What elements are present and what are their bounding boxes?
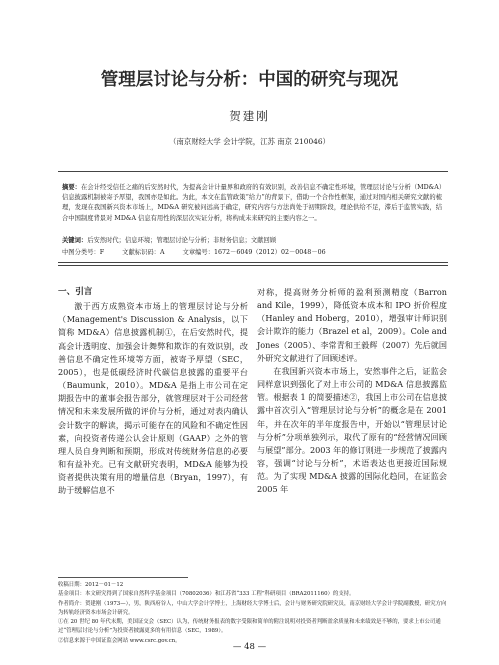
keywords-label: 关键词： <box>62 237 88 244</box>
left-column <box>58 286 248 498</box>
abstract-top-rule <box>58 171 448 172</box>
clc-number: 中图分类号：F <box>62 249 105 256</box>
author-affiliation: （南京财经大学 会计学院，江苏 南京 210046） <box>169 137 330 146</box>
body-paragraph: 在我国新兴资本市场上，安然事件之后，证监会同样意识到强化了对上市公司的 MD&A 信息披露监管。根据表 1 的简要描述②，我国上市公司在信息披露中首次引入“管理层讨论与分析”的概念是在 2001 年，并在次年的半年度报告中，开始以“管理层讨论与分析”分项单独列示，取代了原有的“经营情况回顾与展望”部分。2003 年的修订则进一步规范了披露内容，强调“讨论与分析”，术语表达也更接近国际规范。为了实现 MD&A 披露的国际化趋同，在证监会 2005 年 <box>257 365 447 495</box>
article-title: 管理层讨论与分析：中国的研究与现况 <box>100 70 399 90</box>
body-paragraph: 对称，提高财务分析师的盈利预测精度（Barron and Kile，1999），降低资本成本和 IPO 折价程度（Hanley and Hoberg，2010），增强审计师识别会计欺诈的能力（Brazel et al，2009）。Cole and Jones（2005）、李常青和王毅辉（2007）先后就国外研究文献进行了回顾述评。 <box>257 287 447 363</box>
abstract-bottom-rule <box>58 262 448 263</box>
abstract-bottom-rule-2 <box>58 265 448 266</box>
abstract-text: 在会计经受信任之痛的后安然时代，为提高会计计量界和政府的有效识别，改善信息不确定性环境，管理层讨论与分析（MD&A）信息披露机制被寄予厚望，我国亦是如此。为此，本文在监管政策“给力”的背景下，借助一个合作性框架，通过对国内相关研究文献的梳理，发现在我国新兴资本市场上，MD&A 研究被问远高于确定，研究内容与方法尚处于初期阶段，理论供给不足，滞后于监管实践，结合中国制度背景对 MD&A 信息有用性的深层次实证分析，将构成未来研究的主要内容之一。 <box>62 184 443 222</box>
abstract-label: 摘要： <box>62 184 82 191</box>
footnote-2: ②信息来源于中国证监会网站 www.csrc.gov.cn。 <box>58 637 181 644</box>
section-heading: 一、引言 <box>58 287 93 297</box>
fund-note: 基金项目：本文研究得到了国家自然科学基金项目（70802036）和江苏省“333 工程”科研项目（BRA2011160）的支持。 <box>58 591 355 598</box>
document-code: 文献标识码：A <box>122 249 165 256</box>
article-number: 文章编号：1672－6049（2012）02－0048－06 <box>182 249 326 256</box>
author-bio: 作者简介：贺建刚（1973—），男，陕西府谷人，中山大学会计学博士，上海财经大学博士后，会计与财务研究院研究员，南京财经大学会计学院副教授，研究方向为转轨经济资本市场会计研究。 <box>58 600 447 616</box>
keywords <box>62 235 276 244</box>
received-date: 收稿日期：2012－01－12 <box>58 582 124 588</box>
keywords-text: 后安然时代；信息环境；管理层讨论与分析；非财务信息；文献回顾 <box>87 237 277 244</box>
right-column <box>257 286 447 497</box>
classification-line <box>62 247 342 256</box>
abstract <box>62 183 442 224</box>
footnote-1: ①在 20 世纪 80 年代末期，美国证交会（SEC）认为，传统财务报表的数字受限和简单的附注说明对投资者判断盈余质量和未来绩效是不够的，要求上市公司通过“管理层讨论与分析”为投资者披露更多的有用信息（SEC，1989）。 <box>58 619 441 635</box>
author-name: 贺建刚 <box>229 109 270 123</box>
page-number: — 48 — <box>232 642 267 652</box>
body-paragraph: 激于西方成熟资本市场上的管理层讨论与分析（Management's Discussion & Analysis，以下简称 MD&A）信息披露机制①，在后安然时代，提高会计透明度、加强会计舞弊和欺诈的有效识别，改善信息不确定性环境等方面，被寄予厚望（SEC，2005），也是低碳经济时代碳信息披露的重要平台（Baumunk，2010）。MD&A 是指上市公司在定期报告中的董事会报告部分，就管理层对于公司经营情况和未来发展所做的评价与分析，通过对表内确认会计数字的解读，揭示可能存在的风险和不确定性因素，向投资者传递公认会计原则（GAAP）之外的管理人员自身判断和预期，形成对传统财务信息的必要和有益补充。已有文献研究表明，MD&A 能够为投资者提供决策有用的增量信息（Bryan，1997），有助于缓解信息不 <box>58 301 248 496</box>
footnote-rule <box>58 577 188 578</box>
footnotes <box>58 581 448 646</box>
